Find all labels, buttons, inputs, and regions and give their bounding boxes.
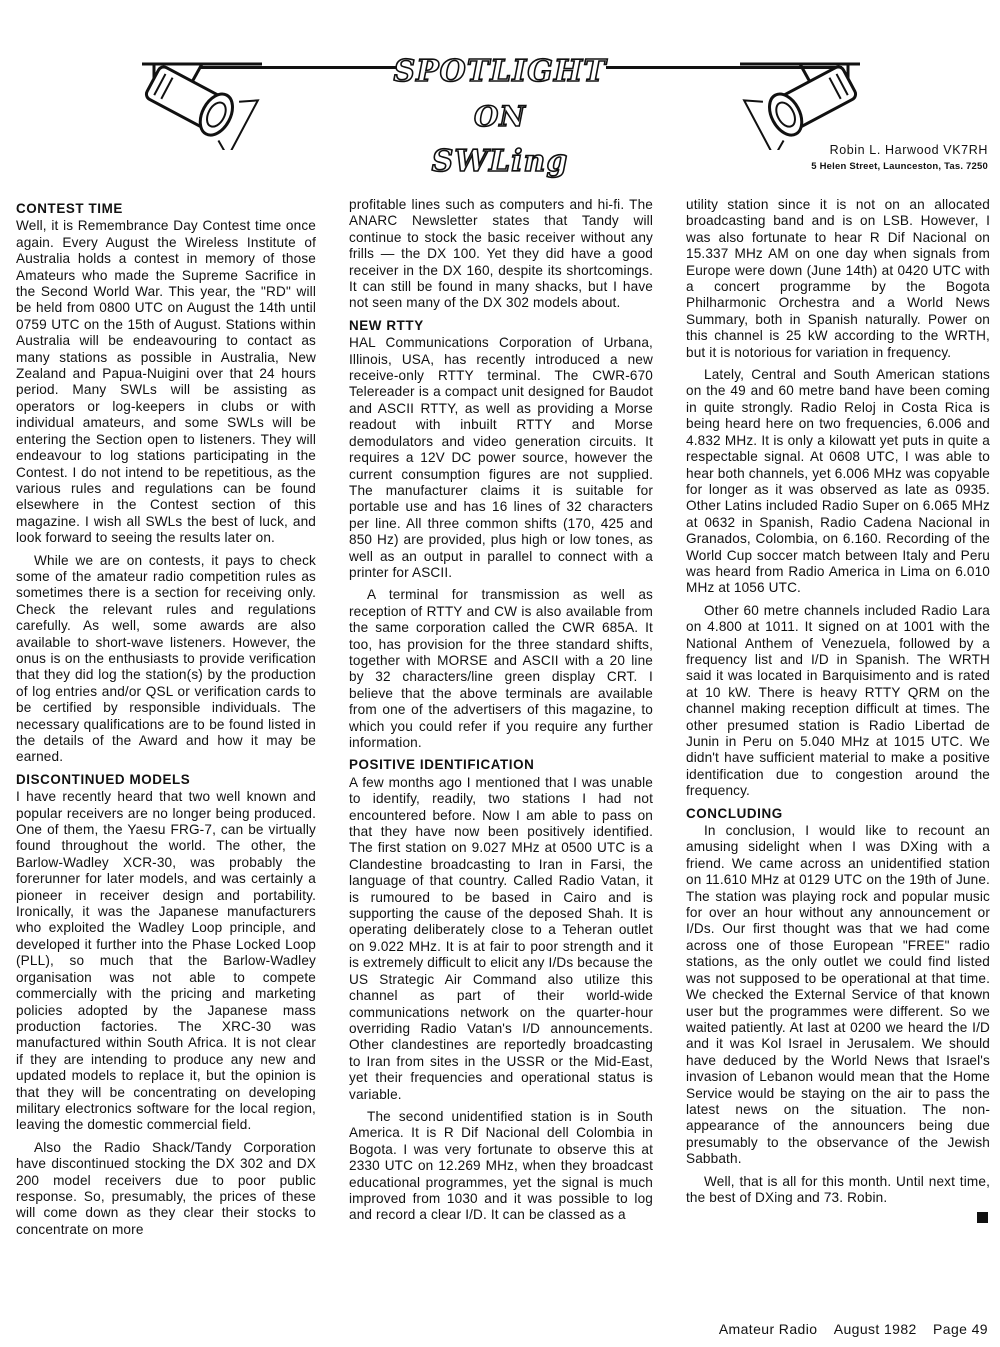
footer-page-number: Page 49 bbox=[933, 1321, 988, 1337]
paragraph: The second unidentified station is in South America. It is R Dif Nacional dell Colombia in Bogota. I was very fortunate to observe this at 2330 UTC on 12.269 MHz, when they broadcast educational programmes, yet the signal is much improved from 1030 and it was possible to log and record a clear I/D. It can be classed as a bbox=[349, 1108, 653, 1223]
title-spotlight: SPOTLIGHT bbox=[393, 54, 607, 89]
paragraph: I have recently heard that two well known and popular receivers are no longer being produced. One of them, the Yaesu FRG-7, can be virtually found throughout the world. The other, the Barlow-Wadley XCR-30, was probably the forerunner for later models, and was certainly a pioneer in receiver design and portability. Ironically, it was the Japanese manufacturers who exploited the Wadley Loop principle, and developed it further into the Phase Locked Loop (PLL), so much that the Barlow-Wadley organisation was not able to compete commercially with the pricing and marketing policies adopted by the Japanese mass production factories. The XRC-30 was manufactured within South Africa. It is not clear if they are intending to produce any new and updated models to replace it, but the opinion is that they will be concentrating on developing military electronics software for the local region, leaving the domestic commercial field. bbox=[16, 789, 316, 1133]
article-header bbox=[0, 0, 1000, 190]
paragraph: Other 60 metre channels included Radio Lara on 4.800 at 1011. It signed on at 1001 with the National Anthem of Venezuela, followed by a frequency list and I/D in Spanish. The WRTH said it was located in Barquisimento and is rated at 10 kW. There is heavy RTTY QRM on the channel making reception difficult at times. The other presumed station is Radio Libertad de Junin in Peru on 5.040 MHz at 1015 UTC. We didn't have sufficient material to make a positive identification due to congestion around the frequency. bbox=[686, 602, 990, 799]
page-footer bbox=[707, 1321, 988, 1337]
paragraph: A few months ago I mentioned that I was unable to identify, readily, two stations I had not encountered before. Now I am able to pass on that they have now been positively identified. The first station on 9.027 MHz at 0500 UTC is a Clandestine broadcasting to Iran in Farsi, the language of that country. Called Radio Vatan, it is rumoured to be based in Cairo and is supporting the cause of the deposed Shah. It is operating deliberately close to a Teheran outlet on 9.022 MHz. It is at fair to poor strength and it is extremely difficult to elicit any I/Ds because the US Strategic Air Command also utilize this channel as part of their world-wide communications network on the quarter-hour overriding Radio Vatan's I/D announcements. Other clandestines are reportedly broadcasting to Iran from sites in the USSR or the Mid-East, yet their frequencies and operational status is variable. bbox=[349, 774, 653, 1102]
column-2 bbox=[349, 197, 653, 1230]
spotlight-lamp-icon bbox=[730, 50, 870, 150]
title-on: ON bbox=[474, 100, 526, 133]
paragraph: Well, it is Remembrance Day Contest time once again. Every August the Wireless Institute of Australia holds a contest in memory of those Amateurs who made the Supreme Sacrifice in the Second World War. This year, the "RD" will be held from 0800 UTC on August the 14th until 0759 UTC on the 15th of August. Stations within Australia will be endeavouring to contact as many stations as possible in Australia, New Zealand and Papua-Nuigini over that 24 hours period. Many SWLs will be assisting as operators or log-keepers in clubs or with individual amateurs, and some SWLs will be entering the Section open to listeners. They will endeavour to log stations participating in the Contest. I do not intend to be repetitious, as the various rules and regulations can be found elsewhere in the Contest section of this magazine. I wish all SWLs the best of luck, and look forward to seeing the results later on. bbox=[16, 218, 316, 546]
author-name: Robin L. Harwood VK7RH bbox=[829, 143, 988, 157]
author-address: 5 Helen Street, Launceston, Tas. 7250 bbox=[811, 161, 988, 172]
heading-positive-identification: POSITIVE IDENTIFICATION bbox=[349, 757, 535, 773]
end-of-article-mark-icon bbox=[977, 1212, 988, 1223]
heading-concluding: CONCLUDING bbox=[686, 805, 783, 821]
column-3 bbox=[686, 197, 990, 1223]
heading-contest-time: CONTEST TIME bbox=[16, 201, 123, 216]
paragraph: HAL Communications Corporation of Urbana, Illinois, USA, has recently introduced a new receive-only RTTY terminal. The CWR-670 Telereader is a compact unit designed for Baudot and ASCII RTTY, as well as providing a Morse readout with inbuilt RTTY and Morse demodulators and video generation circuits. It requires a 12V DC power source, however the current consumption figures are not supplied. The manufacturer claims it is suitable for portable use and has 16 lines of 32 characters per line. All three common shifts (170, 425 and 850 Hz) are provided, plus high or low tones, as well as an output in parallel to connect with a printer for ASCII. bbox=[349, 335, 653, 580]
spotlight-lamp-icon bbox=[132, 50, 272, 150]
title-swling: SWLing bbox=[431, 144, 569, 179]
column-1 bbox=[16, 197, 316, 1244]
paragraph: Lately, Central and South American stations on the 49 and 60 metre band have been coming in quite strongly. Radio Reloj in Costa Rica is being heard here on two frequencies, 6.006 and 4.832 MHz. It is only a kilowatt yet puts in quite a respectable signal. At 0608 UTC, I was able to hear both channels, yet 6.006 MHz was copyable for longer as it was observed as late as 0935. Other Latins included Radio Super on 6.065 MHz at 0632 in Spanish, Radio Cadena Nacional in Granados, Colombia, on 6.160. Recording of the World Cup soccer match between Italy and Peru was heard from Radio America in Lima on 6.010 MHz at 1056 UTC. bbox=[686, 367, 990, 596]
header-rule-left bbox=[200, 66, 400, 69]
footer-publication: Amateur Radio bbox=[718, 1321, 818, 1337]
paragraph: utility station since it is not on an allocated broadcasting band and is on LSB. However, I was also fortunate to hear R Dif Nacional on 15.337 MHz AM on one day when signals from Europe were down (June 14th) at 0420 UTC with a concert programme by the Bogota Philharmonic Orchestra and a World News Summary, both in Spanish naturally. Power on this channel is 25 kW according to the WRTH, but it is notorious for variation in frequency. bbox=[686, 197, 990, 360]
paragraph: Also the Radio Shack/Tandy Corporation have discontinued stocking the DX 302 and DX 200 model receivers due to poor public response. So, presumably, the prices of these will come down as they clear their stocks to concentrate on more bbox=[16, 1139, 316, 1237]
heading-discontinued-models: DISCONTINUED MODELS bbox=[16, 771, 191, 787]
heading-new-rtty: NEW RTTY bbox=[349, 317, 424, 333]
paragraph: In conclusion, I would like to recount an amusing sidelight when I was DXing with a friend. We came across an unidentified station on 11.610 MHz at 0129 UTC on the 19th of June. The station was playing rock and popular music for over an hour without any announcement or I/Ds. Our first thought was that we had come across one of those European "FREE" radio stations, as the only outlet we could find listed was not supposed to be operational at that time. We checked the External Service of that known user but the programmes were different. So we waited patiently. At last at 0200 we heard the I/D and it was Kol Israel in Jerusalem. We should have deduced by the World News that Israel's invasion of Lebanon would mean that the Home Service would be staying on the air to pass the latest news on the situation. The non-appearance of the announcers being due presumably to the observance of the Jewish Sabbath. bbox=[686, 823, 990, 1167]
paragraph: A terminal for transmission as well as reception of RTTY and CW is also available from the same corporation called the CWR 685A. It too, has provision for the three standard shifts, together with MORSE and ASCII with a 20 line by 32 characters/line green display CRT. I believe that the above terminals are available from one of the advertisers of this magazine, to which you could refer if you require any further information. bbox=[349, 587, 653, 750]
paragraph: profitable lines such as computers and hi-fi. The ANARC Newsletter states that Tandy will continue to stock the basic receiver without any frills — the DX 100. Yet they did have a good receiver in the DX 160, despite its shortcomings. It can still be found in many shacks, but I have not seen many of the DX 302 models about. bbox=[349, 197, 653, 311]
paragraph: While we are on contests, it pays to check some of the amateur radio competition rules as sometimes there is a section for receiving only. Check the relevant rules and regulations carefully. As well, some awards are also available to short-wave listeners. However, the onus is on the enthusiasts to provide verification that they did log the station(s) by the production of log entries and/or QSL or verification cards to be certified by responsible individuals. The necessary qualifications are to be found listed in the details of the Award and how it may be earned. bbox=[16, 552, 316, 765]
author-block bbox=[811, 143, 988, 172]
paragraph: Well, that is all for this month. Until next time, the best of DXing and 73. Robin. bbox=[686, 1173, 990, 1205]
footer-issue: August 1982 bbox=[833, 1321, 917, 1337]
